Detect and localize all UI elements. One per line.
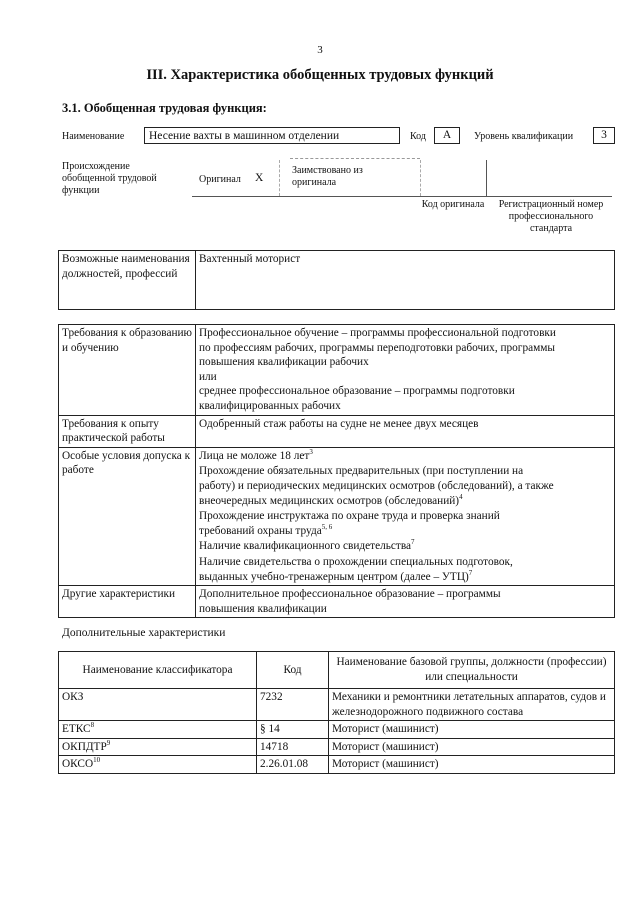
table-row [59, 586, 615, 618]
origin-divider-2 [420, 160, 421, 196]
education-label: Требования к образованию и обучению [59, 325, 196, 416]
classifier-group: Моторист (машинист) [329, 738, 615, 756]
adm-safety-line: Прохождение инструктажа по охране труда и проверка знаний [199, 510, 500, 523]
classifier-name [59, 689, 257, 721]
function-name-field: Несение вахты в машинном отделении [144, 127, 400, 144]
adm-med-line: работу) и периодических медицинских осмотров (обследований), а также [199, 479, 554, 492]
other-line: Дополнительное профессиональное образование – программы [199, 588, 501, 601]
classifier-group: Моторист (машинист) [329, 721, 615, 739]
education-line: квалифицированных рабочих [199, 399, 341, 412]
origin-bottom-line [192, 196, 612, 197]
education-line: среднее профессиональное образование – программы подготовки [199, 385, 515, 398]
reg-number-label: Регистрационный номер профессионального стандарта [498, 199, 604, 234]
adm-train-line: Наличие свидетельства о прохождении специальных подготовок, [199, 555, 513, 568]
table-row [59, 738, 615, 756]
section-title: III. Характеристика обобщенных трудовых функций [146, 67, 494, 83]
origin-top-line [290, 158, 420, 159]
classifier-group: Механики и ремонтники летательных аппаратов, судов и железнодорожного подвижного состава [329, 689, 615, 721]
adm-cert: Наличие квалификационного свидетельства [199, 540, 412, 553]
adm-train-line: выданных учебно-тренажерным центром (далее – УТЦ) [199, 570, 469, 583]
requirements-table [58, 324, 615, 618]
footnote-ref: 4 [459, 492, 463, 501]
table-row [59, 415, 615, 447]
qualification-level-field: 3 [593, 127, 615, 144]
original-mark: X [255, 172, 264, 184]
borrowed-label: Заимствовано из оригинала [292, 165, 363, 188]
classifier-code: § 14 [257, 721, 329, 739]
footnote-ref: 9 [106, 739, 111, 748]
education-line: по профессиям рабочих, программы переподготовки рабочих, программы [199, 341, 555, 354]
experience-value: Одобренный стаж работы на судне не менее двух месяцев [196, 415, 615, 447]
footnote-ref: 7 [468, 568, 473, 577]
classifier-code: 2.26.01.08 [257, 756, 329, 774]
footnote-ref: 7 [411, 538, 415, 547]
table-row [59, 689, 615, 721]
education-line: или [199, 370, 217, 383]
table-row [59, 756, 615, 774]
classifier-name [59, 721, 257, 739]
positions-table [58, 250, 615, 310]
education-line: Профессиональное обучение – программы профессиональной подготовки [199, 327, 556, 339]
original-label: Оригинал [199, 174, 241, 185]
table-header-row [59, 652, 615, 689]
footnote-ref: 10 [93, 756, 101, 765]
footnote-ref: 3 [309, 447, 313, 456]
positions-label: Возможные наименования должностей, профессий [59, 251, 196, 310]
education-line: повышения квалификации рабочих [199, 356, 369, 369]
classifier-code: 14718 [257, 738, 329, 756]
origin-divider-1 [279, 160, 280, 196]
classifier-name [59, 738, 257, 756]
adm-age: Лица не моложе 18 лет [199, 449, 310, 462]
orig-code-label: Код оригинала [421, 199, 485, 210]
classifier-name-text: ОКПДТР [62, 740, 107, 753]
other-label: Другие характеристики [59, 586, 196, 618]
classifier-name-text: ОКСО [62, 758, 94, 771]
col-group-header: Наименование базовой группы, должности (профессии) или специальности [329, 652, 615, 689]
footnote-ref: 8 [90, 721, 95, 730]
classifier-name-text: ОКЗ [62, 691, 84, 703]
col-classifier-header: Наименование классификатора [59, 652, 257, 689]
code-label: Код [410, 131, 426, 142]
adm-safety-line: требований охраны труда [199, 524, 322, 537]
other-line: повышения квалификации [199, 602, 327, 615]
page-number: 3 [317, 44, 323, 56]
table-row [59, 325, 615, 416]
name-label: Наименование [62, 131, 125, 142]
classifier-name [59, 756, 257, 774]
table-row [59, 251, 615, 310]
origin-divider-3 [486, 160, 487, 196]
col-code-header: Код [257, 652, 329, 689]
classifier-code: 7232 [257, 689, 329, 721]
additional-title: Дополнительные характеристики [62, 627, 226, 639]
origin-label: Происхождение обобщенной трудовой функции [62, 161, 157, 196]
classifier-group: Моторист (машинист) [329, 756, 615, 774]
positions-value: Вахтенный моторист [196, 251, 615, 310]
other-value [196, 586, 615, 618]
admission-value [196, 447, 615, 585]
table-row [59, 721, 615, 739]
classifier-name-text: ЕТКС [62, 723, 91, 736]
level-label: Уровень квалификации [474, 131, 574, 142]
footnote-ref: 5, 6 [321, 522, 333, 531]
education-value [196, 325, 615, 416]
table-row [59, 447, 615, 585]
classifier-table [58, 651, 615, 774]
admission-label: Особые условия допуска к работе [59, 447, 196, 585]
adm-med-line: внеочередных медицинских осмотров (обследований) [199, 494, 460, 507]
function-code-field: A [434, 127, 460, 144]
experience-label: Требования к опыту практической работы [59, 415, 196, 447]
adm-med-line: Прохождение обязательных предварительных (при поступлении на [199, 465, 524, 478]
subsection-title: 3.1. Обобщенная трудовая функция: [62, 101, 267, 115]
